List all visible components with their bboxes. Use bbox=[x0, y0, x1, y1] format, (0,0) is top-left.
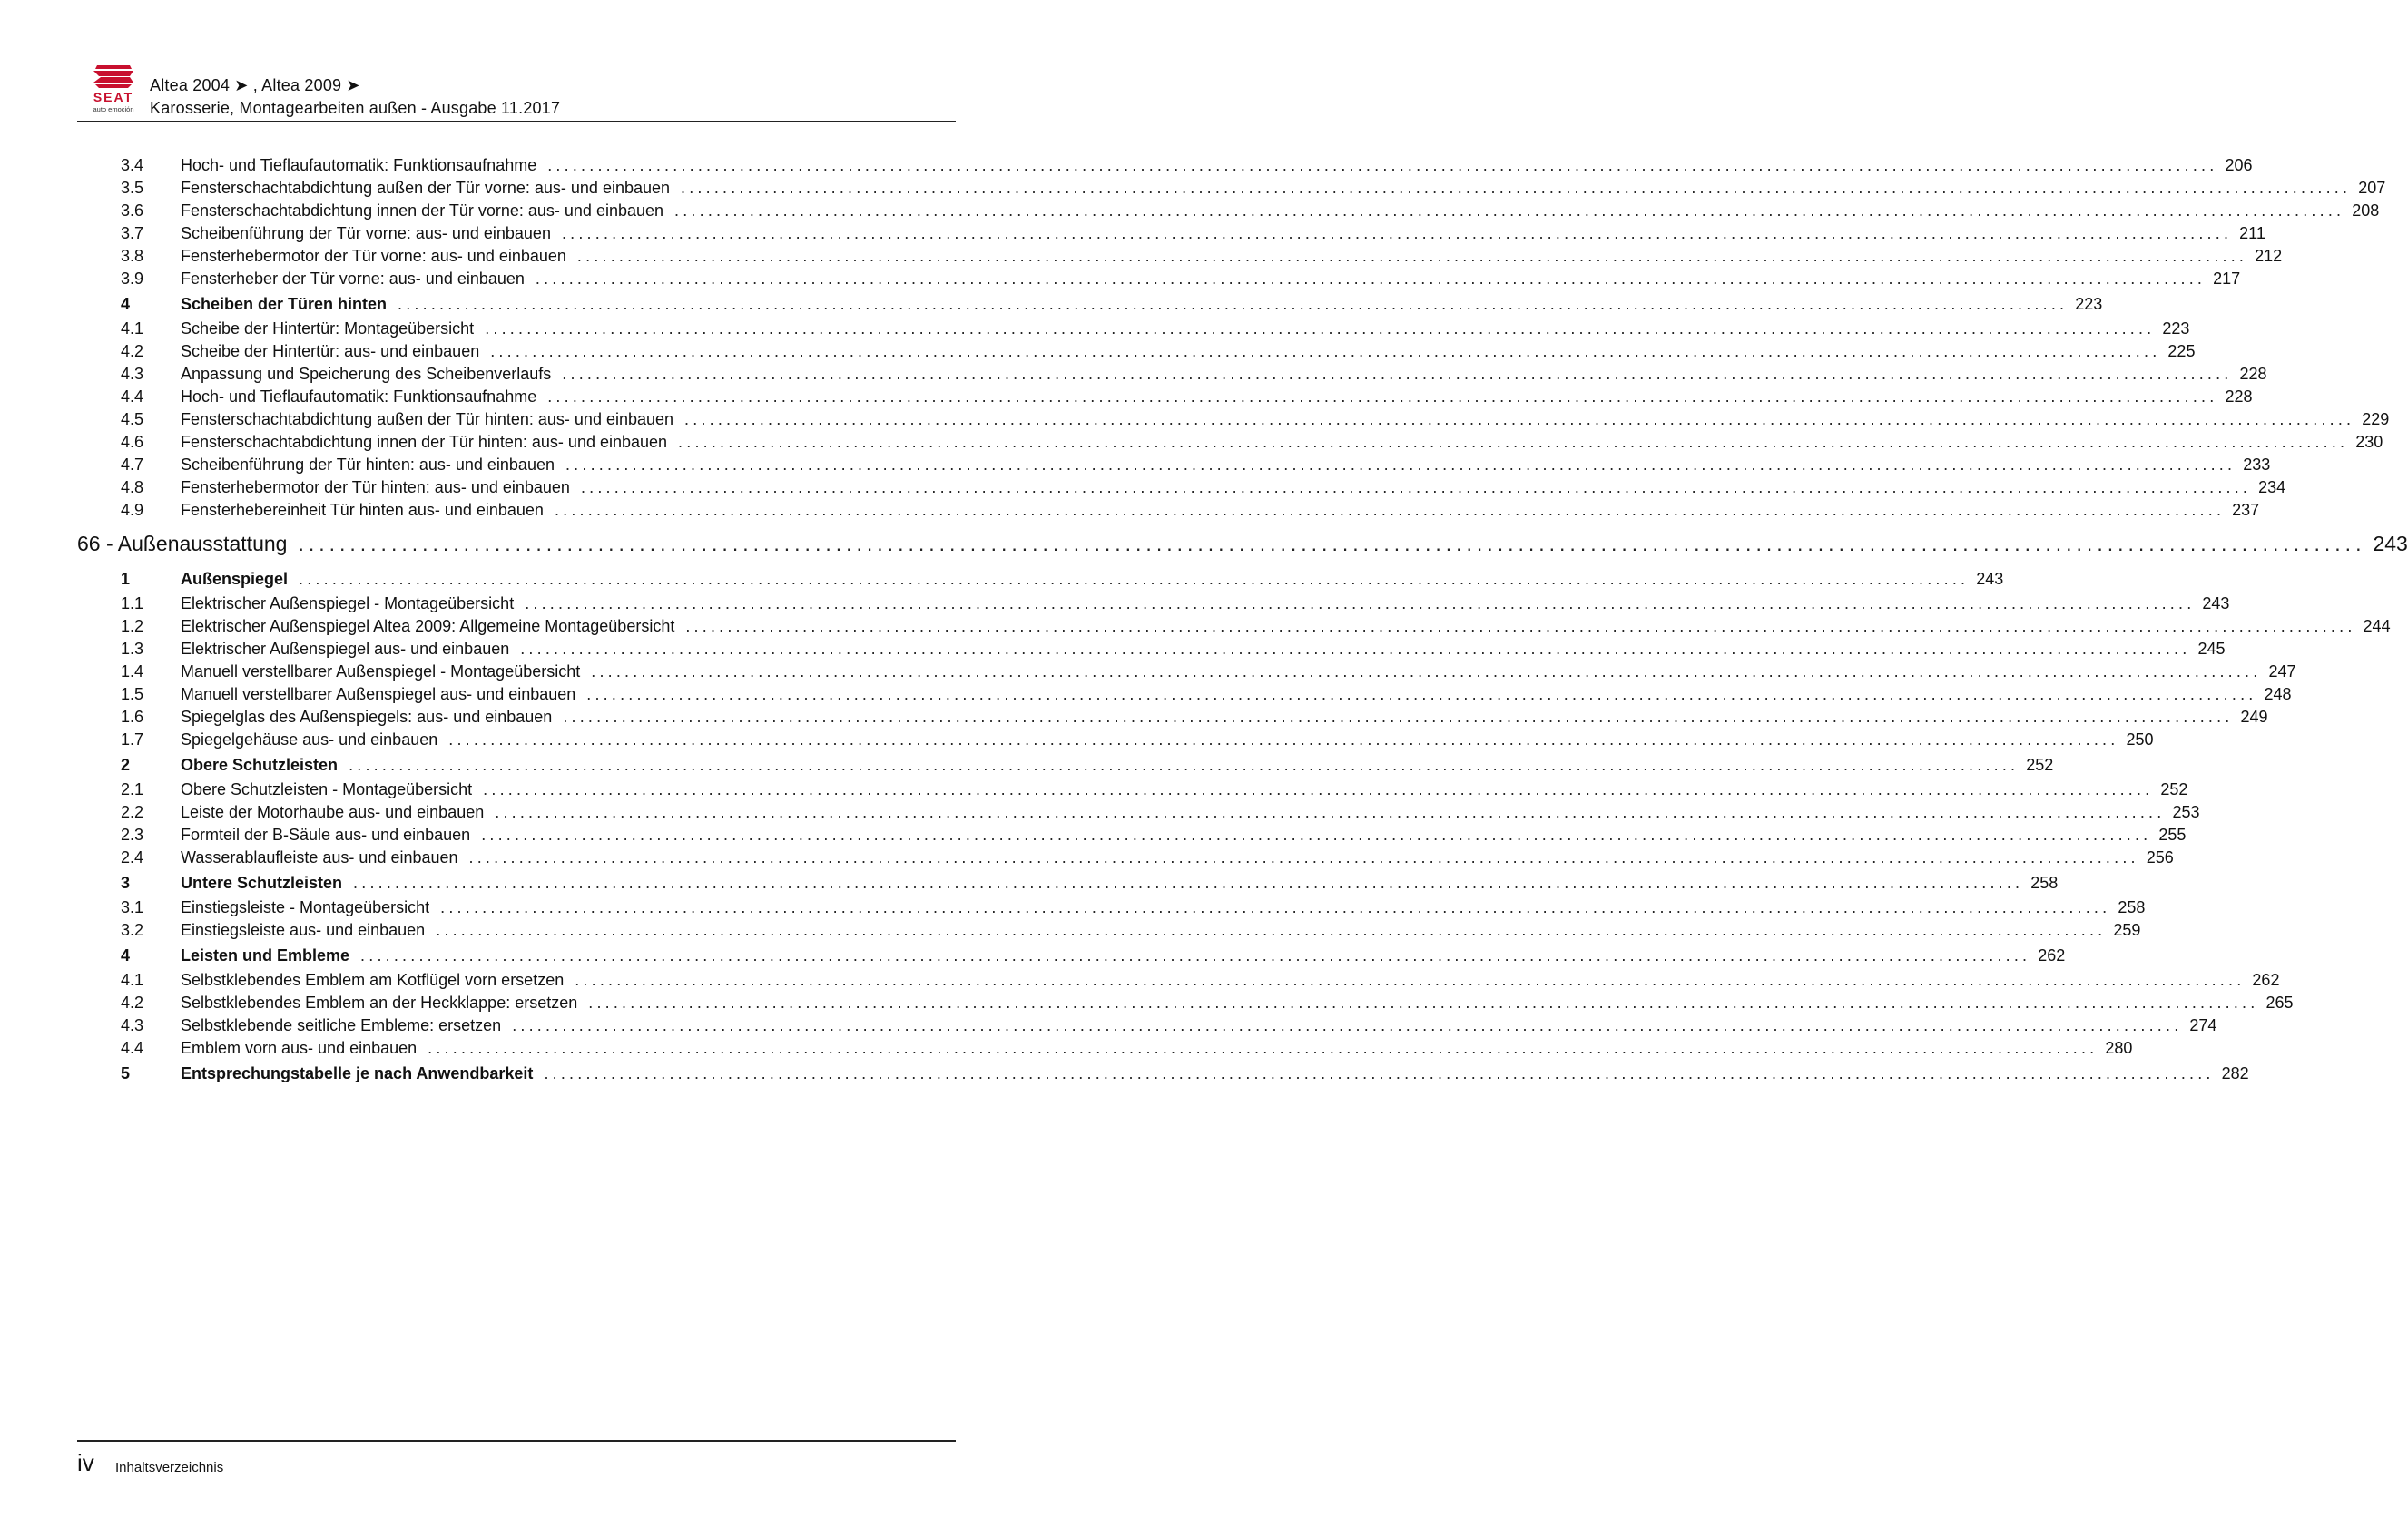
toc-entry-number: 3.9 bbox=[121, 269, 144, 288]
dot-leader: ........................................................................................................................................................................................................ bbox=[398, 295, 2069, 313]
toc-entry-row[interactable] bbox=[77, 1014, 2217, 1037]
toc-entry-number: 1.6 bbox=[121, 708, 144, 726]
toc-entry-title[interactable]: Scheibe der Hintertür: Montageübersicht bbox=[181, 319, 475, 338]
toc-entry-page: 208 bbox=[2352, 201, 2380, 220]
seat-logo-tagline: auto emoción bbox=[93, 105, 134, 113]
toc-entry-page: 223 bbox=[2075, 295, 2103, 313]
toc-entry-page: 247 bbox=[2268, 662, 2296, 681]
toc-entry-row[interactable] bbox=[77, 1037, 2133, 1060]
toc-entry-page: 274 bbox=[2189, 1016, 2217, 1034]
toc-entry-title[interactable]: Entsprechungstabelle je nach Anwendbarkeit bbox=[181, 1064, 534, 1082]
toc-section-row[interactable] bbox=[77, 290, 2103, 318]
dot-leader: ........................................................................................................................................................................................................ bbox=[547, 156, 2218, 174]
toc-entry-page: 243 bbox=[2373, 532, 2408, 555]
toc-entry-row[interactable] bbox=[77, 222, 2265, 245]
toc-entry-number: 4.1 bbox=[121, 971, 144, 989]
page-footer bbox=[77, 1440, 956, 1485]
toc-entry-row[interactable] bbox=[77, 801, 2200, 824]
page-header bbox=[77, 64, 956, 123]
toc-entry-row[interactable] bbox=[77, 661, 2296, 683]
toc-entry-number: 4.3 bbox=[121, 1016, 144, 1034]
toc-entry-page: 262 bbox=[2038, 946, 2066, 965]
dot-leader: ........................................................................................................................................................................................................ bbox=[298, 532, 2366, 555]
toc-entry-title[interactable]: Fensterheber der Tür vorne: aus- und einbauen bbox=[181, 269, 525, 288]
toc-entry-row[interactable] bbox=[77, 154, 2253, 177]
toc-entry-row[interactable] bbox=[77, 177, 2386, 200]
toc-entry-line bbox=[181, 363, 2267, 386]
toc-entry-row[interactable] bbox=[77, 779, 2188, 801]
toc-entry-title[interactable]: Einstiegsleiste - Montageübersicht bbox=[181, 898, 430, 916]
header-title-models: Altea 2004 ➤ , Altea 2009 ➤ bbox=[150, 76, 360, 94]
toc-entry-row[interactable] bbox=[77, 615, 2391, 638]
toc-entry-page: 207 bbox=[2358, 179, 2386, 197]
toc-entry-page: 229 bbox=[2362, 410, 2390, 428]
toc-entry-title[interactable]: Formteil der B-Säule aus- und einbauen bbox=[181, 826, 471, 844]
toc-entry-title[interactable]: Hoch- und Tieflaufautomatik: Funktionsaufnahme bbox=[181, 156, 537, 174]
toc-entry-page: 217 bbox=[2213, 269, 2241, 288]
toc-entry-title[interactable]: Scheibenführung der Tür hinten: aus- und einbauen bbox=[181, 455, 555, 474]
toc-entry-number: 1.3 bbox=[121, 640, 144, 658]
dot-leader: ........................................................................................................................................................................................................ bbox=[428, 1039, 2098, 1057]
toc-entry-row[interactable] bbox=[77, 268, 2241, 290]
toc-entry-page: 233 bbox=[2243, 455, 2271, 474]
dot-leader: ........................................................................................................................................................................................................ bbox=[685, 617, 2356, 635]
dot-leader: ........................................................................................................................................................................................................ bbox=[535, 269, 2207, 288]
toc-entry-row[interactable] bbox=[77, 499, 2260, 522]
toc-entry-row[interactable] bbox=[77, 824, 2187, 847]
toc-entry-row[interactable] bbox=[77, 729, 2154, 751]
toc-entry-page: 244 bbox=[2363, 617, 2391, 635]
toc-entry-line bbox=[181, 318, 2190, 340]
toc-entry-page: 255 bbox=[2158, 826, 2187, 844]
dot-leader: ........................................................................................................................................................................................................ bbox=[544, 1064, 2215, 1082]
toc-entry-number: 2.3 bbox=[121, 826, 144, 844]
toc-entry-title[interactable]: Scheibe der Hintertür: aus- und einbauen bbox=[181, 342, 480, 360]
toc-entry-line bbox=[181, 683, 2292, 706]
toc-entry-title[interactable]: Elektrischer Außenspiegel aus- und einbauen bbox=[181, 640, 510, 658]
toc-entry-line bbox=[181, 706, 2268, 729]
toc-entry-title[interactable]: Einstiegsleiste aus- und einbauen bbox=[181, 921, 426, 939]
toc-entry-number: 1.4 bbox=[121, 662, 144, 681]
toc-entry-line bbox=[181, 824, 2187, 847]
dot-leader: ........................................................................................................................................................................................................ bbox=[349, 756, 2020, 774]
toc-entry-number: 1.2 bbox=[121, 617, 144, 635]
toc-entry-row[interactable] bbox=[77, 638, 2226, 661]
toc-entry-page: 258 bbox=[2118, 898, 2146, 916]
seat-logo-text: SEAT bbox=[93, 90, 134, 104]
dot-leader: ........................................................................................................................................................................................................ bbox=[481, 826, 2152, 844]
toc-entry-title[interactable]: Obere Schutzleisten - Montageübersicht bbox=[181, 780, 473, 798]
toc-entry-number: 4.7 bbox=[121, 455, 144, 474]
toc-entry-line bbox=[181, 154, 2253, 177]
toc-entry-title[interactable]: Fensterhebereinheit Tür hinten aus- und einbauen bbox=[181, 501, 544, 519]
toc-entry-title[interactable]: Fensterschachtabdichtung außen der Tür hinten: aus- und einbauen bbox=[181, 410, 674, 428]
toc-entry-title[interactable]: Hoch- und Tieflaufautomatik: Funktionsaufnahme bbox=[181, 387, 537, 406]
toc-entry-line bbox=[181, 1014, 2217, 1037]
dot-leader: ........................................................................................................................................................................................................ bbox=[353, 874, 2024, 892]
toc-entry-row[interactable] bbox=[77, 408, 2390, 431]
toc-entry-line bbox=[181, 268, 2241, 290]
toc-entry-line bbox=[181, 751, 2054, 779]
dot-leader: ........................................................................................................................................................................................................ bbox=[575, 971, 2246, 989]
dot-leader: ........................................................................................................................................................................................................ bbox=[512, 1016, 2183, 1034]
toc-entry-title[interactable]: Selbstklebendes Emblem an der Heckklappe: ersetzen bbox=[181, 994, 578, 1012]
toc-entry-line bbox=[181, 801, 2200, 824]
toc-section-row[interactable] bbox=[77, 942, 2066, 969]
toc-entry-line bbox=[181, 615, 2391, 638]
toc-entry-page: 230 bbox=[2355, 433, 2383, 451]
dot-leader: ........................................................................................................................................................................................................ bbox=[576, 247, 2248, 265]
toc-entry-line bbox=[181, 779, 2188, 801]
toc-entry-page: 237 bbox=[2232, 501, 2260, 519]
toc-entry-number: 4.9 bbox=[121, 501, 144, 519]
toc-entry-title[interactable]: Fensterschachtabdichtung innen der Tür hinten: aus- und einbauen bbox=[181, 433, 668, 451]
dot-leader: ........................................................................................................................................................................................................ bbox=[448, 730, 2119, 749]
toc-entry-line bbox=[181, 565, 2004, 593]
toc-entry-row[interactable] bbox=[77, 340, 2196, 363]
toc-entry-row[interactable] bbox=[77, 386, 2253, 408]
toc-entry-page: 250 bbox=[2126, 730, 2154, 749]
header-rule bbox=[77, 121, 956, 122]
dot-leader: ........................................................................................................................................................................................................ bbox=[562, 365, 2233, 383]
toc-entry-line bbox=[181, 1060, 2249, 1087]
toc-entry-title[interactable]: Fensterschachtabdichtung außen der Tür vorne: aus- und einbauen bbox=[181, 179, 671, 197]
toc-entry-row[interactable] bbox=[77, 896, 2146, 919]
toc-entry-page: 252 bbox=[2160, 780, 2188, 798]
toc-entry-number: 4.2 bbox=[121, 994, 144, 1012]
table-of-contents bbox=[77, 154, 2408, 1087]
toc-entry-title[interactable]: Selbstklebende seitliche Embleme: ersetzen bbox=[181, 1016, 502, 1034]
toc-entry-line bbox=[181, 245, 2283, 268]
toc-entry-number: 4 bbox=[121, 946, 131, 965]
toc-entry-title[interactable]: Untere Schutzleisten bbox=[181, 874, 343, 892]
dot-leader: ........................................................................................................................................................................................................ bbox=[547, 387, 2218, 406]
dot-leader: ........................................................................................................................................................................................................ bbox=[485, 319, 2156, 338]
toc-entry-number: 2.1 bbox=[121, 780, 144, 798]
toc-entry-title[interactable]: Emblem vorn aus- und einbauen bbox=[181, 1039, 418, 1057]
dot-leader: ........................................................................................................................................................................................................ bbox=[591, 662, 2262, 681]
toc-entry-number: 4.4 bbox=[121, 387, 144, 406]
toc-entry-number: 4.4 bbox=[121, 1039, 144, 1057]
toc-section-row[interactable] bbox=[77, 565, 2004, 593]
toc-entry-line bbox=[181, 847, 2174, 869]
toc-entry-line bbox=[181, 729, 2154, 751]
toc-entry-page: 243 bbox=[1976, 570, 2004, 588]
toc-entry-row[interactable] bbox=[77, 919, 2141, 942]
toc-entry-page: 253 bbox=[2172, 803, 2200, 821]
dot-leader: ........................................................................................................................................................................................................ bbox=[554, 501, 2226, 519]
toc-entry-row[interactable] bbox=[77, 245, 2283, 268]
header-title-manual: Karosserie, Montagearbeiten außen - Ausgabe 11.2017 bbox=[150, 99, 561, 117]
toc-entry-line bbox=[181, 896, 2146, 919]
toc-entry-row[interactable] bbox=[77, 706, 2268, 729]
dot-leader: ........................................................................................................................................................................................................ bbox=[440, 898, 2111, 916]
toc-section-row[interactable] bbox=[77, 751, 2054, 779]
toc-entry-title[interactable]: Fensterschachtabdichtung innen der Tür vorne: aus- und einbauen bbox=[181, 201, 664, 220]
dot-leader: ........................................................................................................................................................................................................ bbox=[565, 455, 2236, 474]
toc-entry-line bbox=[181, 340, 2196, 363]
toc-entry-title[interactable]: Leiste der Motorhaube aus- und einbauen bbox=[181, 803, 485, 821]
toc-entry-page: 280 bbox=[2105, 1039, 2133, 1057]
toc-entry-page: 265 bbox=[2265, 994, 2294, 1012]
toc-entry-page: 259 bbox=[2113, 921, 2141, 939]
toc-entry-number: 3.7 bbox=[121, 224, 144, 242]
toc-entry-title[interactable]: Manuell verstellbarer Außenspiegel - Montageübersicht bbox=[181, 662, 581, 681]
toc-entry-title[interactable]: Selbstklebendes Emblem am Kotflügel vorn ersetzen bbox=[181, 971, 565, 989]
dot-leader: ........................................................................................................................................................................................................ bbox=[299, 570, 1970, 588]
toc-entry-number: 2.2 bbox=[121, 803, 144, 821]
toc-entry-page: 258 bbox=[2030, 874, 2059, 892]
toc-entry-page: 211 bbox=[2239, 224, 2265, 242]
toc-entry-title[interactable]: Obere Schutzleisten bbox=[181, 756, 339, 774]
toc-entry-title[interactable]: Spiegelglas des Außenspiegels: aus- und einbauen bbox=[181, 708, 553, 726]
toc-entry-page: 245 bbox=[2197, 640, 2226, 658]
toc-entry-page: 228 bbox=[2239, 365, 2267, 383]
toc-entry-line bbox=[181, 661, 2296, 683]
toc-entry-number: 2.4 bbox=[121, 848, 144, 867]
toc-entry-number: 3.6 bbox=[121, 201, 144, 220]
toc-entry-number: 4 bbox=[121, 295, 131, 313]
dot-leader: ........................................................................................................................................................................................................ bbox=[681, 179, 2352, 197]
footer-page-number: iv bbox=[77, 1449, 94, 1476]
toc-entry-title[interactable]: Elektrischer Außenspiegel - Montageübersicht bbox=[181, 594, 515, 612]
toc-entry-title[interactable]: Scheiben der Türen hinten bbox=[181, 295, 388, 313]
toc-entry-number: 1.1 bbox=[121, 594, 144, 612]
dot-leader: ........................................................................................................................................................................................................ bbox=[525, 594, 2196, 612]
toc-entry-page: 252 bbox=[2026, 756, 2054, 774]
toc-entry-line bbox=[181, 222, 2265, 245]
footer-rule bbox=[77, 1440, 956, 1442]
footer-label: Inhaltsverzeichnis bbox=[115, 1460, 224, 1475]
toc-entry-title[interactable]: 66 - Außenausstattung bbox=[77, 532, 288, 555]
dot-leader: ........................................................................................................................................................................................................ bbox=[684, 410, 2355, 428]
toc-entry-number: 5 bbox=[121, 1064, 131, 1082]
toc-section-row[interactable] bbox=[77, 869, 2059, 896]
dot-leader: ........................................................................................................................................................................................................ bbox=[490, 342, 2161, 360]
toc-entry-number: 3.1 bbox=[121, 898, 144, 916]
toc-entry-row[interactable] bbox=[77, 454, 2271, 476]
toc-entry-page: 262 bbox=[2252, 971, 2280, 989]
dot-leader: ........................................................................................................................................................................................................ bbox=[586, 685, 2257, 703]
toc-entry-number: 4.6 bbox=[121, 433, 144, 451]
toc-entry-line bbox=[181, 408, 2390, 431]
dot-leader: ........................................................................................................................................................................................................ bbox=[563, 708, 2234, 726]
toc-entry-row[interactable] bbox=[77, 363, 2267, 386]
toc-entry-page: 225 bbox=[2167, 342, 2196, 360]
toc-entry-title[interactable]: Leisten und Embleme bbox=[181, 946, 350, 965]
toc-entry-row[interactable] bbox=[77, 431, 2383, 454]
dot-leader: ........................................................................................................................................................................................................ bbox=[588, 994, 2259, 1012]
toc-entry-page: 282 bbox=[2221, 1064, 2249, 1082]
toc-entry-line bbox=[181, 638, 2226, 661]
toc-entry-number: 3.2 bbox=[121, 921, 144, 939]
toc-entry-number: 1.5 bbox=[121, 685, 144, 703]
toc-entry-line bbox=[181, 869, 2059, 896]
toc-entry-title[interactable]: Elektrischer Außenspiegel Altea 2009: Allgemeine Montageübersicht bbox=[181, 617, 675, 635]
toc-entry-row[interactable] bbox=[77, 969, 2280, 992]
toc-entry-row[interactable] bbox=[77, 593, 2230, 615]
dot-leader: ........................................................................................................................................................................................................ bbox=[561, 224, 2233, 242]
dot-leader: ........................................................................................................................................................................................................ bbox=[468, 848, 2139, 867]
toc-entry-page: 228 bbox=[2225, 387, 2253, 406]
toc-entry-line bbox=[181, 593, 2230, 615]
dot-leader: ........................................................................................................................................................................................................ bbox=[436, 921, 2107, 939]
dot-leader: ........................................................................................................................................................................................................ bbox=[678, 433, 2349, 451]
toc-entry-page: 223 bbox=[2162, 319, 2190, 338]
toc-entry-line bbox=[181, 942, 2066, 969]
toc-entry-number: 2 bbox=[121, 756, 131, 774]
toc-entry-number: 4.2 bbox=[121, 342, 144, 360]
dot-leader: ........................................................................................................................................................................................................ bbox=[495, 803, 2166, 821]
toc-entry-number: 3.4 bbox=[121, 156, 144, 174]
toc-entry-page: 243 bbox=[2202, 594, 2230, 612]
toc-entry-line bbox=[181, 992, 2294, 1014]
toc-entry-line bbox=[181, 290, 2103, 318]
seat-logo-emblem bbox=[93, 65, 133, 88]
toc-entry-page: 249 bbox=[2240, 708, 2268, 726]
toc-entry-line bbox=[181, 454, 2271, 476]
toc-entry-title[interactable]: Außenspiegel bbox=[181, 570, 289, 588]
seat-logo bbox=[77, 64, 150, 114]
toc-entry-number: 4.1 bbox=[121, 319, 144, 338]
toc-entry-number: 4.5 bbox=[121, 410, 144, 428]
dot-leader: ........................................................................................................................................................................................................ bbox=[580, 478, 2252, 496]
toc-entry-title[interactable]: Anpassung und Speicherung des Scheibenverlaufs bbox=[181, 365, 552, 383]
toc-entry-number: 1 bbox=[121, 570, 131, 588]
toc-entry-line bbox=[181, 1037, 2133, 1060]
toc-entry-title[interactable]: Fensterhebermotor der Tür vorne: aus- und einbauen bbox=[181, 247, 566, 265]
toc-entry-line bbox=[181, 177, 2386, 200]
toc-entry-line bbox=[181, 386, 2253, 408]
toc-entry-row[interactable] bbox=[77, 318, 2190, 340]
dot-leader: ........................................................................................................................................................................................................ bbox=[360, 946, 2031, 965]
toc-entry-number: 4.3 bbox=[121, 365, 144, 383]
toc-entry-line bbox=[181, 919, 2141, 942]
toc-entry-line bbox=[181, 969, 2280, 992]
toc-entry-row[interactable] bbox=[77, 847, 2174, 869]
toc-entry-row[interactable] bbox=[77, 200, 2380, 222]
toc-entry-number: 1.7 bbox=[121, 730, 144, 749]
dot-leader: ........................................................................................................................................................................................................ bbox=[674, 201, 2345, 220]
toc-entry-row[interactable] bbox=[77, 476, 2286, 499]
toc-entry-page: 234 bbox=[2258, 478, 2286, 496]
toc-entry-title[interactable]: Fensterhebermotor der Tür hinten: aus- und einbauen bbox=[181, 478, 570, 496]
toc-entry-number: 4.8 bbox=[121, 478, 144, 496]
toc-entry-line bbox=[181, 200, 2380, 222]
toc-entry-row[interactable] bbox=[77, 683, 2292, 706]
toc-entry-line bbox=[181, 431, 2383, 454]
toc-entry-page: 256 bbox=[2146, 848, 2174, 867]
toc-entry-number: 3 bbox=[121, 874, 131, 892]
toc-entry-title[interactable]: Wasserablaufleiste aus- und einbauen bbox=[181, 848, 458, 867]
toc-entry-number: 3.8 bbox=[121, 247, 144, 265]
toc-entry-page: 248 bbox=[2264, 685, 2292, 703]
toc-entry-page: 212 bbox=[2255, 247, 2283, 265]
toc-entry-line bbox=[77, 522, 2408, 565]
toc-entry-line bbox=[181, 476, 2286, 499]
toc-chapter-row[interactable] bbox=[77, 522, 2408, 565]
toc-entry-number: 3.5 bbox=[121, 179, 144, 197]
toc-entry-line bbox=[181, 499, 2260, 522]
toc-entry-title[interactable]: Spiegelgehäuse aus- und einbauen bbox=[181, 730, 438, 749]
toc-entry-page: 206 bbox=[2225, 156, 2253, 174]
dot-leader: ........................................................................................................................................................................................................ bbox=[483, 780, 2154, 798]
dot-leader: ........................................................................................................................................................................................................ bbox=[520, 640, 2191, 658]
toc-entry-title[interactable]: Manuell verstellbarer Außenspiegel aus- und einbauen bbox=[181, 685, 576, 703]
toc-entry-row[interactable] bbox=[77, 992, 2294, 1014]
toc-entry-title[interactable]: Scheibenführung der Tür vorne: aus- und einbauen bbox=[181, 224, 551, 242]
toc-section-row[interactable] bbox=[77, 1060, 2249, 1087]
